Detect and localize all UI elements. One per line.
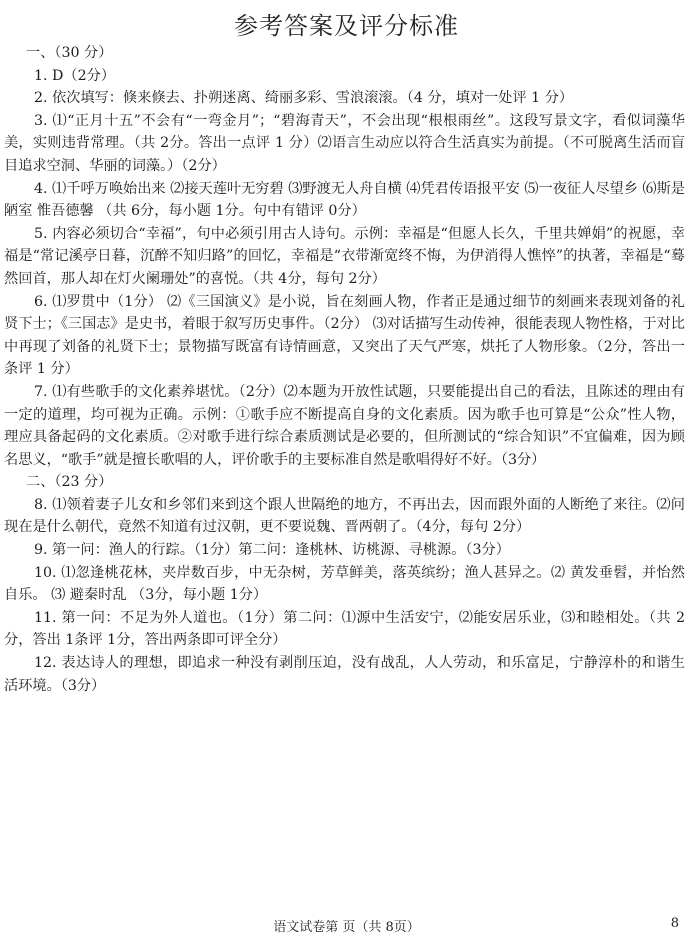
page-number: 8 bbox=[670, 916, 679, 931]
answer-item: 5. 内容必须切合“幸福”，句中必须引用古人诗句。示例：幸福是“但愿人长久，千里共婵娟”的祝愿，幸福是“常记溪亭日暮，沉醉不知归路”的回忆，幸福是“衣带渐宽终不悔，为伊消得人憔悴”的执著，幸福是“蓦然回首，那人却在灯火阑珊处”的喜悦。（共 4分，每句 2分） bbox=[4, 225, 685, 287]
answer-item: 2. 依次填写：倏来倏去、扑朔迷离、绮丽多彩、雪浪滚滚。（4 分，填对一处评 1 分） bbox=[34, 90, 574, 107]
answer-item: 10. ⑴忽逢桃花林，夹岸数百步，中无杂树，芳草鲜美，落英缤纷；渔人甚异之。⑵ 黄发垂髫，并怡然自乐。 ⑶ 避秦时乱 （3分，每小题 1分） bbox=[4, 564, 685, 604]
answer-item: 6. ⑴罗贯中（1分） ⑵《三国演义》是小说，旨在刻画人物，作者正是通过细节的刻画来表现刘备的礼贤下士；《三国志》是史书，着眼于叙写历史事件。（2分） ⑶对话描写生动传神，很能表现人物性格，于对比中再现了刘备的礼贤下士；景物描写既富有诗情画意，又突出了天气严寒，烘托了人物形象。（2分，答出一条评 1 分） bbox=[4, 293, 685, 378]
answer-item: 8. ⑴领着妻子儿女和乡邻们来到这个跟人世隔绝的地方，不再出去，因而跟外面的人断绝了来往。⑵问现在是什么朝代，竟然不知道有过汉朝，更不要说魏、晋两朝了。（4分，每句 2分） bbox=[4, 496, 685, 536]
answer-item: 11. 第一问：不足为外人道也。（1分）第二问：⑴源中生活安宁，⑵能安居乐业，⑶和睦相处。（共 2分，答出 1条评 1分，答出两条即可评全分） bbox=[4, 609, 685, 649]
answer-item: 9. 第一问：渔人的行踪。（1分）第二问：逢桃林、访桃源、寻桃源。（3分） bbox=[34, 542, 510, 559]
answer-item: 12. 表达诗人的理想，即追求一种没有剥削压迫，没有战乱，人人劳动，和乐富足，宁静淳朴的和谐生活环境。（3分） bbox=[4, 655, 685, 694]
answer-body bbox=[0, 42, 693, 697]
answer-item: 7. ⑴有些歌手的文化素养堪忧。（2分）⑵本题为开放性试题，只要能提出自己的看法，且陈述的理由有一定的道理，均可视为正确。示例：①歌手应不断提高自身的文化素质。因为歌手也可算是“公众”性人物，理应具备起码的文化素质。②对歌手进行综合素质测试是必要的，但所测试的“综合知识”不宜偏难，因为顾名思义，“歌手”就是擅长歌唱的人，评价歌手的主要标准自然是歌唱得好不好。（3分） bbox=[4, 383, 685, 468]
page-footer: 语文试卷第 页（共 8页） bbox=[273, 920, 420, 935]
answer-item: 3. ⑴“正月十五”不会有“一弯金月”；“碧海青天”，不会出现“根根雨丝”。这段写景文字，看似词藻华美，实则违背常理。（共 2分。答出一点评 1 分）⑵语言生动应以符合生活真实为前提。（不可脱离生活而盲目追求空洞、华丽的词藻。）（2分） bbox=[4, 112, 685, 174]
section-heading: 二、（23 分） bbox=[26, 474, 113, 491]
answer-item: 1. D（2分） bbox=[34, 67, 116, 84]
page-title: 参考答案及评分标准 bbox=[234, 12, 459, 40]
answer-item: 4. ⑴千呼万唤始出来 ⑵接天莲叶无穷碧 ⑶野渡无人舟自横 ⑷凭君传语报平安 ⑸一夜征人尽望乡 ⑹斯是陋室 惟吾德馨 （共 6分，每小题 1分。句中有错评 0分） bbox=[4, 180, 685, 220]
section-heading: 一、（30 分） bbox=[26, 45, 113, 61]
